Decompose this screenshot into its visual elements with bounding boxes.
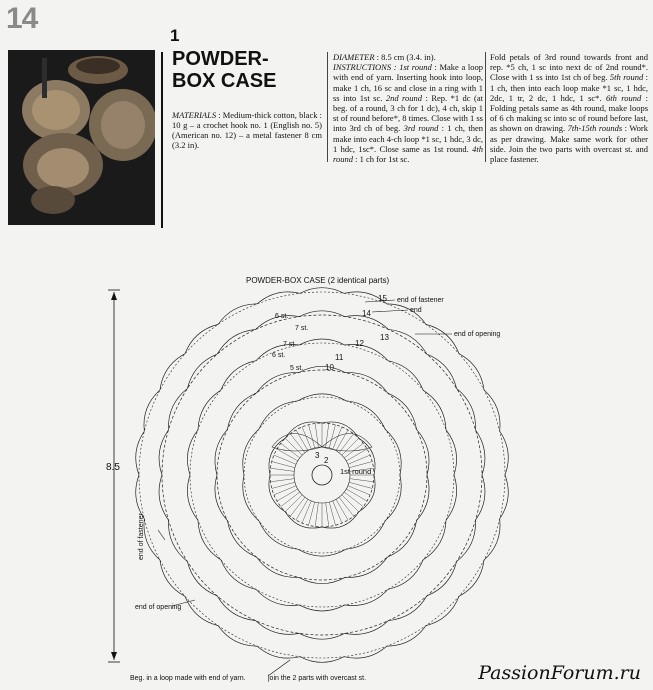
scallop bbox=[345, 557, 387, 577]
stitch-spoke bbox=[336, 430, 348, 451]
scallop bbox=[187, 354, 217, 388]
scallop bbox=[298, 549, 346, 556]
scallop bbox=[299, 366, 346, 372]
stitch-spoke bbox=[270, 479, 294, 482]
scallop bbox=[359, 475, 375, 512]
title-line-1: POWDER- bbox=[172, 48, 269, 70]
scallop bbox=[459, 560, 484, 596]
stitch-spoke bbox=[326, 503, 329, 527]
column-rule-1 bbox=[327, 52, 328, 162]
stitch-spoke bbox=[285, 438, 302, 455]
end-label: end bbox=[410, 307, 422, 314]
stitch-spoke bbox=[336, 499, 348, 520]
stitch-spoke bbox=[342, 438, 359, 455]
instructions-text: : 1 ch, then into each loop make *1 sc, 1 hdc, 2dc, 1 tr, 2 dc, 1 hdc, 1 sc*. bbox=[490, 72, 648, 103]
scallop bbox=[269, 438, 285, 475]
scallop bbox=[427, 562, 457, 596]
scallop bbox=[385, 475, 401, 521]
scallop bbox=[259, 521, 298, 549]
doily bbox=[136, 288, 509, 663]
round-number: 14 bbox=[362, 309, 371, 318]
title-line-2: BOX CASE bbox=[172, 70, 277, 92]
scallop bbox=[388, 329, 426, 354]
round-number: 2 bbox=[324, 456, 329, 465]
stitch-spoke bbox=[270, 468, 294, 471]
scallop bbox=[185, 596, 218, 625]
scallop bbox=[187, 430, 198, 475]
round-label: 6th round bbox=[605, 92, 642, 103]
scallop bbox=[217, 596, 255, 621]
diagram-title: POWDER-BOX CASE (2 identical parts) bbox=[246, 276, 390, 285]
scallop bbox=[423, 520, 446, 560]
scallop bbox=[243, 429, 259, 475]
scallop bbox=[187, 562, 217, 596]
scallop bbox=[144, 519, 160, 560]
stitch-spoke bbox=[296, 499, 308, 520]
scallop bbox=[300, 657, 344, 663]
round-number: 15 bbox=[378, 294, 387, 303]
instructions-text: Fold petals of 3rd round towards front and rep. *5 ch, 1 sc into next dc of 2nd round*. Close with 1 ss into 1st ch of beg. bbox=[490, 52, 648, 83]
scallop bbox=[387, 626, 426, 647]
scallop bbox=[257, 646, 300, 658]
scallop bbox=[269, 475, 285, 512]
stitch-count: 7 st. bbox=[295, 325, 309, 332]
instructions-text: : Make a loop with end of yarn. Inserting hook into loop, make 1 ch, 16 sc and close in a ring with 1 ss into 1st sc. bbox=[333, 62, 483, 103]
stitch-spoke bbox=[296, 430, 308, 451]
scallop bbox=[388, 596, 426, 621]
scallop bbox=[198, 390, 221, 430]
scallop bbox=[423, 390, 446, 430]
vertical-rule bbox=[161, 52, 163, 228]
scallop bbox=[257, 373, 299, 393]
round-number: 13 bbox=[380, 333, 389, 342]
scallop bbox=[417, 475, 429, 521]
scallop bbox=[387, 521, 416, 558]
join-note: join the 2 parts with overcast st. bbox=[268, 675, 367, 682]
annotation-leaders bbox=[158, 300, 452, 676]
scallop bbox=[459, 354, 484, 390]
round-number: 3 bbox=[315, 451, 320, 460]
stitch-spoke bbox=[350, 479, 374, 482]
column-rule-2 bbox=[485, 52, 486, 162]
diameter-label: DIAMETER bbox=[333, 52, 375, 62]
stitch-spoke bbox=[315, 503, 318, 527]
materials-text bbox=[172, 110, 322, 150]
round-number: 10 bbox=[325, 363, 334, 372]
instructions-text: : Work as per drawing. Make same work for other side. Join the two parts with overcast st. and place fastener. bbox=[490, 123, 648, 165]
scallop bbox=[160, 354, 185, 390]
project-number: 1 bbox=[170, 26, 180, 45]
end-of-opening-label: end of opening bbox=[454, 331, 501, 338]
scallop bbox=[159, 475, 168, 520]
scallop bbox=[218, 304, 257, 325]
instructions-text: : Folding petals same as 4th round, make loops of 6 ch making sc into sc of round before last, as shown on drawing. bbox=[490, 92, 648, 134]
scallop bbox=[417, 429, 429, 475]
scallop bbox=[346, 521, 385, 549]
scallop bbox=[256, 589, 299, 605]
beginning-note: Beg. in a loop made with end of yarn. bbox=[130, 675, 246, 682]
scallop bbox=[227, 393, 256, 430]
stitch-spoke bbox=[281, 443, 300, 458]
stitch-spoke bbox=[339, 434, 354, 453]
scallop bbox=[285, 422, 322, 438]
round-number: 11 bbox=[335, 353, 344, 362]
scallop bbox=[388, 361, 423, 390]
scallop bbox=[168, 388, 187, 429]
stitch-count-labels bbox=[272, 313, 308, 372]
scallop bbox=[457, 520, 476, 561]
stitch-spoke bbox=[339, 497, 354, 516]
stitch-spoke bbox=[285, 495, 302, 512]
instructions-text: : 1 ch, then make into each 4-ch loop *1 sc, 1 hdc, 3 dc, 1 hdc, 1sc*. Close same as 1st round. bbox=[333, 123, 483, 154]
instructions-text: : 1 ch for 1st sc. bbox=[353, 154, 410, 165]
scallop bbox=[426, 324, 459, 353]
scallop bbox=[446, 430, 457, 475]
scallop bbox=[322, 422, 359, 438]
project-title bbox=[172, 48, 322, 92]
scallop bbox=[215, 475, 227, 521]
round-label: 4th round bbox=[333, 143, 483, 165]
round-label: 5th round bbox=[609, 72, 644, 83]
scallop bbox=[426, 596, 459, 625]
scallop bbox=[227, 521, 256, 558]
scallop bbox=[484, 519, 500, 560]
instructions-column bbox=[333, 52, 483, 164]
stitch-spoke bbox=[344, 492, 363, 507]
instructions-text: : Rep. *1 dc (at beg. of a round, 3 ch for 1 dc), 4 ch, skip 1 st of round before*, 8 times. Close with 1 ss into 3rd ch of beg. bbox=[333, 92, 484, 134]
materials-body: : Medium-thick cotton, black : 10 g – a crochet hook no. 1 (English no. 5) (American no. 12) – a metal fastener 8 cm (3.2 in). bbox=[172, 110, 322, 150]
scallop bbox=[446, 475, 457, 520]
scallop bbox=[198, 520, 221, 560]
crochet-diagram bbox=[0, 268, 653, 690]
scallop bbox=[168, 520, 187, 561]
scallop bbox=[221, 560, 256, 589]
scallop bbox=[345, 344, 388, 360]
scallop bbox=[187, 475, 198, 520]
scallop bbox=[385, 429, 401, 475]
diameter-value: : 8.5 cm (3.4. in). bbox=[374, 52, 436, 62]
scallop bbox=[144, 390, 160, 431]
first-round-label: 1st round bbox=[340, 467, 372, 476]
stitch-spoke bbox=[344, 443, 363, 458]
stitch-spoke bbox=[346, 489, 367, 501]
stitch-count: 5 st. bbox=[290, 365, 304, 372]
scallop bbox=[298, 394, 346, 401]
scallop bbox=[299, 577, 346, 583]
scallop bbox=[257, 292, 300, 304]
scallop bbox=[221, 361, 256, 390]
stitch-spoke bbox=[326, 423, 329, 447]
scallop bbox=[322, 512, 359, 528]
stitch-spoke bbox=[290, 434, 305, 453]
end-of-fastener-label: end of fastener bbox=[397, 297, 444, 304]
stitch-spoke bbox=[342, 495, 359, 512]
scallop bbox=[299, 605, 345, 611]
scallop bbox=[285, 512, 322, 528]
materials-label: MATERIALS bbox=[172, 110, 217, 120]
scallop bbox=[215, 429, 227, 475]
stitch-count: 7 st. bbox=[283, 341, 297, 348]
scallop bbox=[484, 390, 500, 431]
stitch-spoke bbox=[277, 489, 298, 501]
scallop bbox=[345, 373, 387, 393]
stitch-spoke bbox=[315, 423, 318, 447]
round-numbers bbox=[315, 294, 389, 465]
end-of-fastener-side-label: end of fastener bbox=[138, 513, 145, 560]
stitch-spoke bbox=[281, 492, 300, 507]
scallop bbox=[160, 560, 185, 596]
instructions-label: INSTRUCTIONS : 1st round bbox=[333, 62, 432, 73]
end-of-opening-bottom-label: end of opening bbox=[135, 604, 182, 611]
scallop bbox=[217, 329, 255, 354]
scallop bbox=[218, 626, 257, 647]
page-number: 14 bbox=[6, 2, 38, 35]
scallop bbox=[457, 388, 476, 429]
round-label: 2nd round bbox=[385, 92, 423, 103]
instructions-column-2 bbox=[490, 52, 648, 164]
round-label: 7th-15th rounds bbox=[567, 123, 623, 134]
round-number: 12 bbox=[355, 339, 364, 348]
scallop bbox=[388, 560, 423, 589]
stitch-count: 6 st. bbox=[275, 313, 289, 320]
scallop bbox=[344, 646, 387, 658]
stitch-spoke bbox=[290, 497, 305, 516]
watermark: PassionForum.ru bbox=[478, 662, 641, 684]
dimension-arrow bbox=[108, 290, 120, 662]
scallop bbox=[346, 401, 385, 429]
scallop bbox=[257, 557, 299, 577]
scallop bbox=[259, 401, 298, 429]
scallop bbox=[345, 589, 388, 605]
round-label: 3rd round bbox=[403, 123, 439, 134]
product-photo bbox=[8, 50, 155, 225]
dimension-label: 8.5 bbox=[106, 462, 120, 473]
scallop bbox=[243, 475, 259, 521]
scallop bbox=[387, 393, 416, 430]
scallop bbox=[427, 354, 457, 388]
scallop bbox=[500, 431, 509, 475]
scallop bbox=[185, 324, 218, 353]
stitch-count: 6 st. bbox=[272, 352, 286, 359]
